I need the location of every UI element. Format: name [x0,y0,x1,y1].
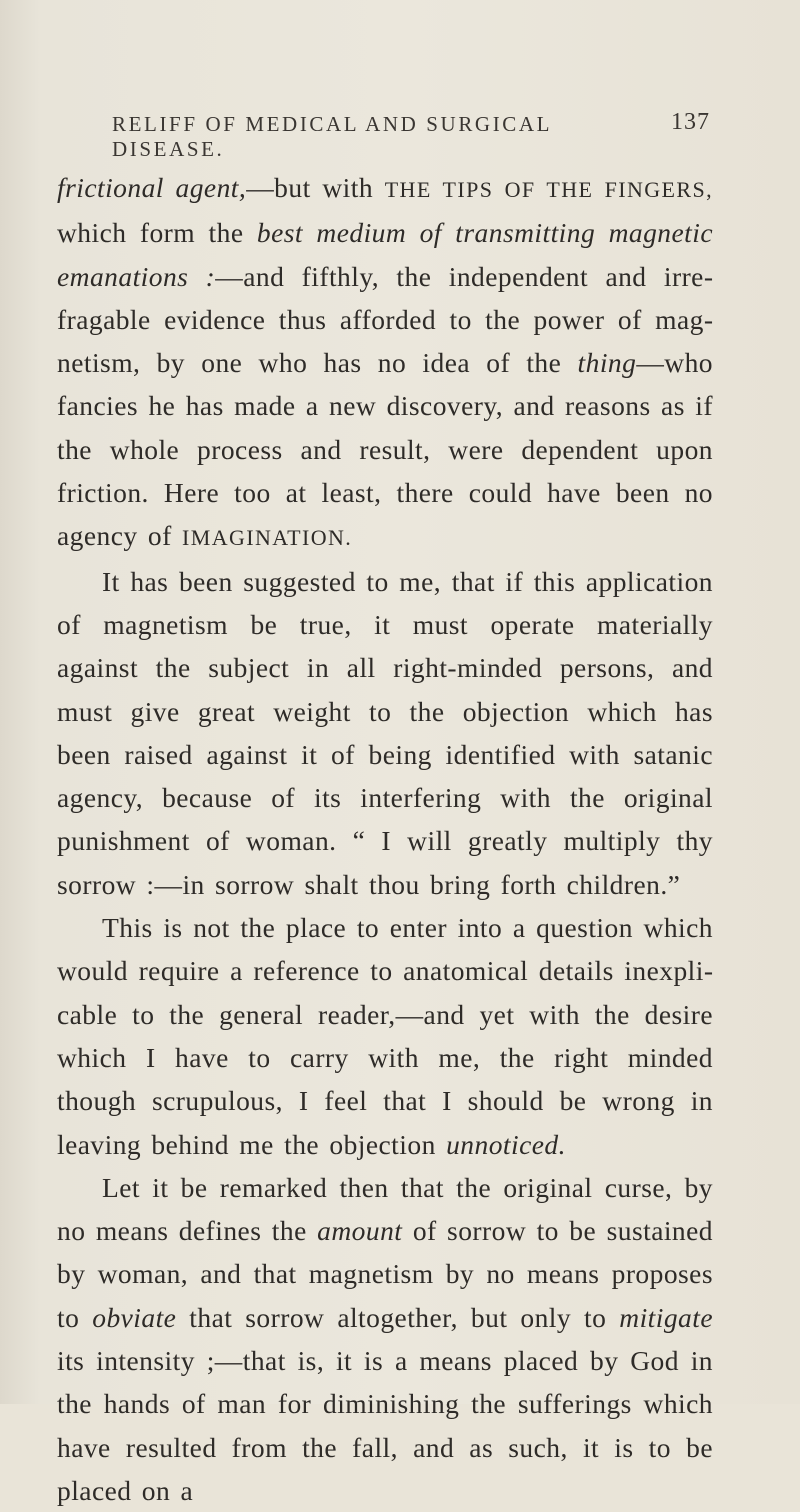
text-segment: amount [317,1215,403,1247]
body-text [57,166,713,1512]
text-segment: which form the [57,217,257,249]
text-segment: its intensity ;—that is, it is a means placed by God in the hands of man for diminishing the sufferings which have resulted from the fall, and as such, it is to be placed on a [57,1345,713,1506]
paragraph-3 [57,906,713,1166]
text-segment: Let it be remarked then that the original curse, by no means defines the [57,1171,713,1247]
text-segment: unnoticed. [446,1128,566,1160]
paragraph-1 [57,166,713,560]
small-caps-segment: THE TIPS OF THE FINGERS, [384,177,714,202]
text-segment: best medium of transmitting magnetic emanations : [57,217,713,292]
running-title: RELIFF OF MEDICAL AND SURGICAL DISEASE. [112,112,552,161]
text-segment: frictional agent, [57,172,247,203]
text-segment: —but with [246,172,385,203]
text-segment: obviate [92,1301,177,1333]
text-segment: of sorrow to be sustained by woman, and that magnetism by no means proposes to [57,1215,713,1333]
text-segment: thing [577,347,637,379]
running-header [112,109,710,162]
paragraph-2 [57,560,713,906]
text-segment: This is not the place to enter into a question which would require a reference to anatomical details inexplicable to the general reader,—and yet with the desire which I have to carry with me, the right minded though scrupulous, I feel that I should be wrong in leaving behind me the objection [57,912,713,1160]
text-segment: —and fifthly, the independent and irrefragable evidence thus afforded to the power of magnetism, by one who has no idea of the [57,260,714,379]
text-segment: It has been suggested to me, that if this application of magnetism be true, it must operate materially against the subject in all right-minded persons, and must give great weight to the objection which has been raised against it of being identified with satanic agency, because of its interfering with the original punishment of woman. “ I will greatly multiply thy sorrow :—in sorrow shalt thou bring forth children.” [57,565,713,900]
small-caps-segment: IMAGINATION. [182,525,353,551]
text-segment: mitigate [619,1301,713,1333]
text-segment: —who fancies he has made a new discovery, and reasons as if the whole process and result, were dependent upon friction. Here too at least, there could have been no agency of [57,347,713,552]
text-segment: that sorrow altogether, but only to [176,1301,620,1333]
paragraph-4 [57,1166,713,1512]
page-number: 137 [671,109,710,135]
